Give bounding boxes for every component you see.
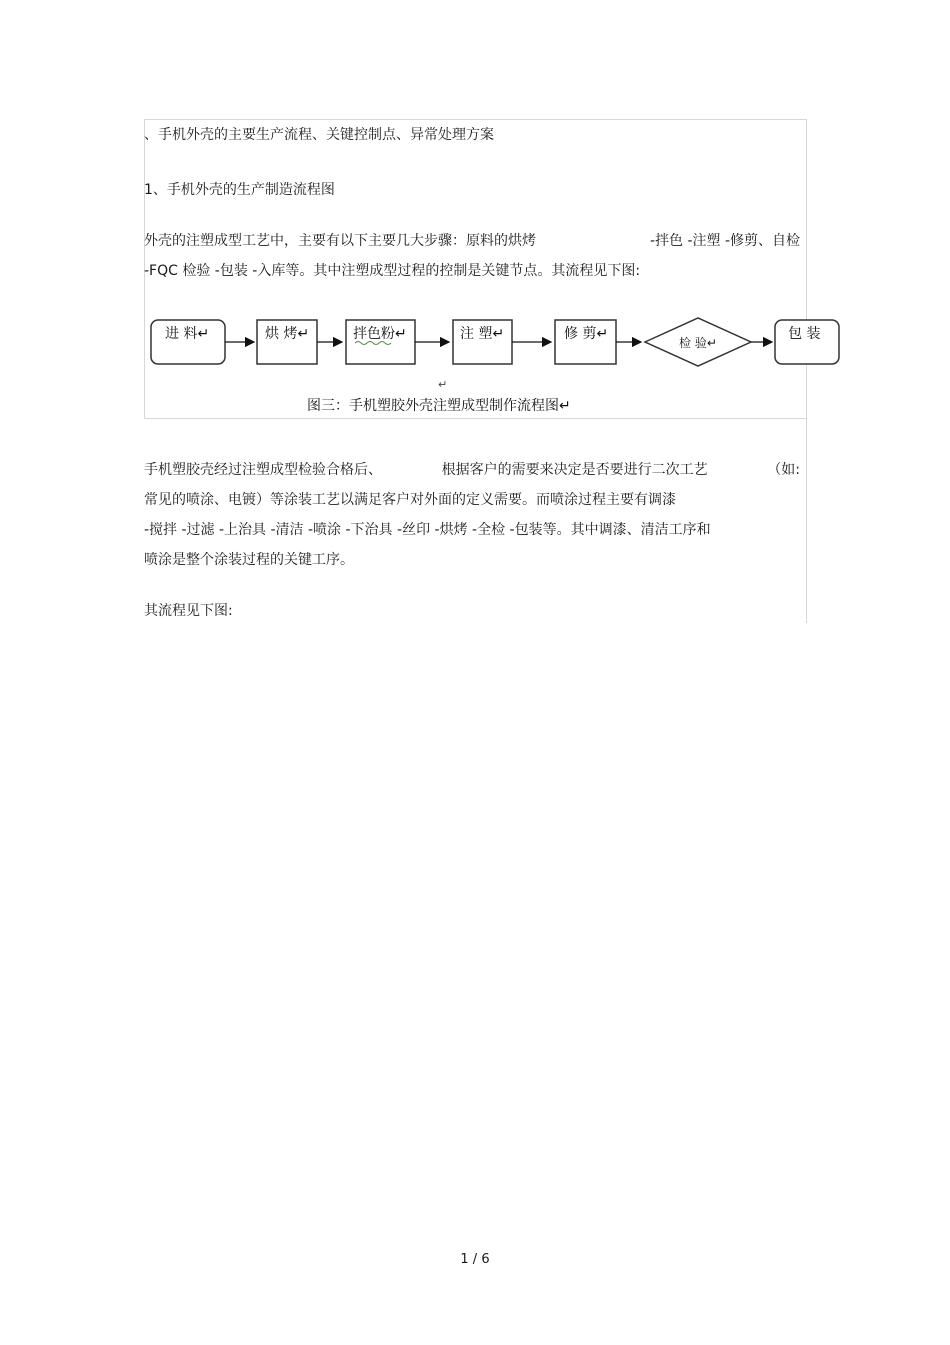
flow-step-label: 包 装 (788, 326, 821, 342)
figure-caption: 图三：手机塑胶外壳注塑成型制作流程图↵ (307, 398, 571, 414)
flow-step-label: 检 验↵ (679, 336, 717, 350)
injection-molding-flowchart (145, 312, 845, 422)
flow-step-label: 烘 烤↵ (265, 326, 310, 342)
page-number: 1 / 6 (460, 1252, 490, 1267)
p1-line1-part-a: 外壳的注塑成型工艺中，主要有以下主要几大步骤：原料的烘烤 (144, 233, 536, 249)
paragraph-2-line-2: 常见的喷涂、电镀）等涂装工艺以满足客户对外面的定义需要。而喷涂过程主要有调漆 (144, 492, 676, 508)
flow-step-label: 修 剪↵ (564, 326, 609, 342)
p2-line1-part-c: （如: (767, 462, 800, 478)
document-title: 、手机外壳的主要生产流程、关键控制点、异常处理方案 (144, 127, 494, 143)
paragraph-2-line-4: 喷涂是整个涂装过程的关键工序。 (144, 552, 354, 568)
paragraph-1-line-1 (144, 232, 800, 250)
p2-line1-part-a: 手机塑胶壳经过注塑成型检验合格后、 (144, 462, 382, 478)
flow-step-label: 注 塑↵ (460, 326, 505, 342)
paragraph-2-line-1 (144, 461, 800, 479)
paragraph-3: 其流程见下图: (144, 603, 233, 619)
p2-line1-part-b: 根据客户的需要来决定是否要进行二次工艺 (441, 462, 708, 478)
section-heading: 1、手机外壳的生产制造流程图 (144, 182, 335, 198)
paragraph-2-line-3: -搅拌 -过滤 -上治具 -清洁 -喷涂 -下治具 -丝印 -烘烤 -全检 -包装等。其中调漆、清洁工序和 (144, 522, 711, 538)
p1-line1-part-b: -拌色 -注塑 -修剪、自检 (649, 233, 800, 249)
paragraph-1-line-2: -FQC 检验 -包装 -入库等。其中注塑成型过程的控制是关键节点。其流程见下图: (144, 263, 641, 279)
paragraph-mark: ↵ (438, 378, 448, 391)
flow-step-label: 进 料↵ (165, 326, 210, 342)
flow-step-label: 拌色粉↵ (353, 326, 407, 342)
